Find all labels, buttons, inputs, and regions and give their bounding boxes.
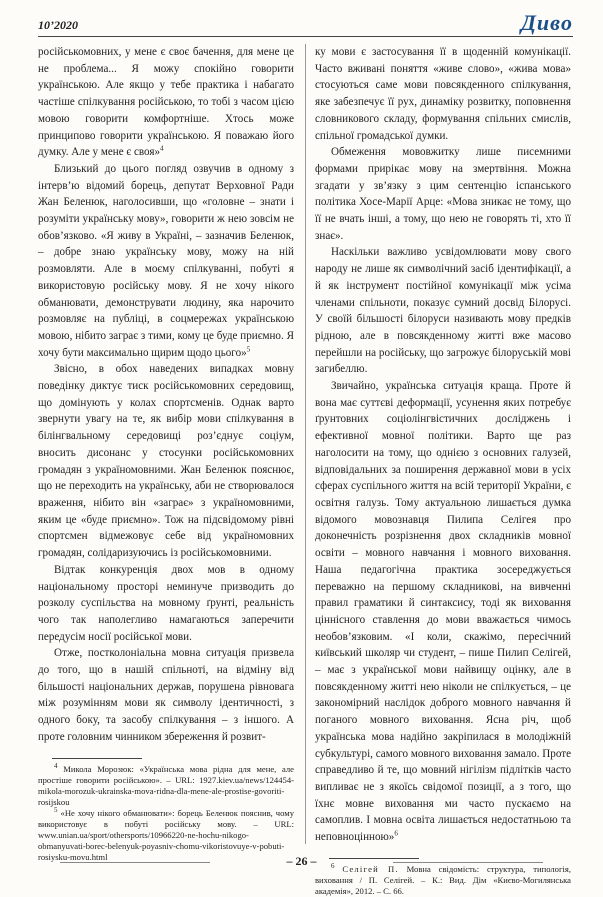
right-column	[315, 44, 571, 897]
footnote-divider	[52, 758, 142, 759]
left-column	[38, 44, 294, 863]
footnote: $^4$ Микола Морозюк: «Українська мова рідна для мене, але простіше говорити російською». – URL: 1927.kiev.ua/news/124454-mikola-morozuk-ukrainska-mova-ridna-dla-mene-ale-prostise-govoriti-rosijskou	[38, 761, 294, 807]
paragraph: Звісно, в обох наведених випадках мовну поведінку диктує тиск російськомовних середовищ, що домінують у колах спортсменів. Однак варто звернути увагу на те, як вибір мови спілкування в білінгвальному середовищі роз’єднує соціум, вносить дисонанс у стосунки російськомовних громадян з україномовними. Жан Беленюк пояснює, що не переходить на українську, аби не створювалося враження, нібито він «заграє» з україномовними, яким це «буде приємно». Тож на підсвідомому рівні спортсмен відмежовує себе від україномовних громадян, солідаризуючись із російськомовними.	[38, 363, 294, 560]
footnote-ref: 5	[246, 344, 251, 353]
footnote-ref: 6	[394, 829, 398, 838]
paragraph: Обмеження мововжитку лише писемними формами прирікає мову на змертвіння. Можна згадати у зв’язку з цим сентенцію іспанського політика Хосе-Марії Арце: «Мова зникає не тому, що її не вчать інші, а тому, що нею не говорять ті, хто її знає».	[315, 146, 571, 242]
paragraph: Звичайно, українська ситуація краща. Проте й вона має суттєві деформації, усунення яких потребує ґрунтовних соціолінгвістичних досліджень і ефективної мовної політики. Варто ще раз наголосити на тому, що однією з основних галузей, відповідальних за поширення державної мови в усіх сферах суспільного життя на всій території України, є освітня галузь. Тому актуальною лишається думка відомого мовознавця Пилипа Селігея про доконечність розрізнення двох складників мовної освіти – мовного навчання і мовного виховання. Наша педагогічна практика зосереджується переважно на першому складникові, на вивченні правил граматики й синтаксису, тоді як виховання ціннісного ставлення до мови вважається чимось необов’язковим. «І коли, скажімо, пересічний київський школяр чи студент, – пише Пилип Селігей, – має з української мови найвищу оцінку, але в повсякденному житті нею ніколи не спілкується, – це закономірний наслідок доброго мовного навчання й поганого мовного виховання. Ясна річ, щоб українська мова надійно закріпилася в молодіжній субкультурі, самого мовного виховання замало. Проте справедливо й те, що мовний нігілізм підлітків часто випливає не з якоїсь свідомої позиції, а з того, що їхнє мовне виховання ми часто пускаємо на самоплив. І мовна освіта лишається недостатньою та неповноцінною»$^6$	[315, 380, 571, 844]
paragraph: Наскільки важливо усвідомлювати мову свого народу не лише як символічний засіб ідентифікації, а й як інструмент постійної комунікації між усіма членами спільноти, показує сумний досвід Білорусі. У своїй більшості білоруси називають мову предків рідною, але в повсякденному житті вже масово перейшли на російську, що загрожує білоруській мові загибеллю.	[315, 246, 571, 376]
footnote-ref: 4	[160, 144, 164, 153]
paragraph: Отже, постколоніальна мовна ситуація призвела до того, що в нашій спільноті, на відміну від більшості національних держав, порушена рівновага між розумінням мови як символу ідентичності, з одного боку, та засобу спілкування – з іншого. А проте головним чинником збереження й розвит-	[38, 647, 294, 743]
paragraph: Близький до цього погляд озвучив в одному з інтерв’ю відомий борець, депутат Верховної Ради Жан Беленюк, наголосивши, що «головне – знати і розуміти українську мову», говорити ж нею зовсім не обов’язково. «Я живу в Україні, – зазначив Беленюк, – добре знаю українську мову, можу на ній розмовляти. Але в моєму спілкуванні, побуті я використовую російську мову. Я не хочу нікого обманювати, демонструвати людину, яка нарочито розмовляє на публіці, в соцмережах українською мовою, нібито заграє з тими, кому це буде приємно. Я хочу бути максимально щирим щодо цього»$^5$	[38, 162, 294, 359]
paragraph: ку мови є застосування її в щоденній комунікації. Часто вживані поняття «живе слово», «жива мова» стосуються саме мови повсякденного спілкування, яке забезпечує її рух, динаміку розвитку, поповнення словникового складу, формування спільних смислів, спільної громадської думки.	[315, 46, 571, 142]
paragraph: російськомовних, у мене є своє бачення, для мене це не проблема... Я можу спокійно говорити українською. Але якщо у тебе практика і набагато частіше спілкування російською, то тобі з часом цією мовою говорити комфортніше. Хтось може принципово говорити українською. Я поважаю його думку. Але у мене є своя»$^4$	[38, 46, 294, 159]
paragraph: Відтак конкуренція двох мов в одному національному просторі неминуче призводить до розколу суспільства на мовному ґрунті, реальність чого так наполегливо намагаються заперечити передусім носії російської мови.	[38, 563, 294, 643]
issue-number: 10’2020	[38, 18, 78, 32]
page-number: – 26 –	[286, 854, 317, 868]
magazine-logo: Дивo	[520, 10, 573, 35]
footnote: $^5$ «Не хочу нікого обманювати»: борець Беленюк пояснив, чому використовує в побуті російську мову. – URL: www.unian.ua/sport/othersports/10966220-ne-hochu-nikogo-obmanyuvati-borec-belenyuk-poyasniv-chomu-vikoristovuye-v-pobuti-rosiysku-movu.html	[38, 805, 294, 862]
page-header	[38, 10, 573, 37]
footnote: $^6$ Селігей П. Мовна свідомість: структура, типологія, виховання / П. Селігей. – К.: Вид. Дім «Києво-Могилянська академія», 2012. – С. 66.	[315, 861, 571, 896]
column-separator	[305, 44, 306, 844]
